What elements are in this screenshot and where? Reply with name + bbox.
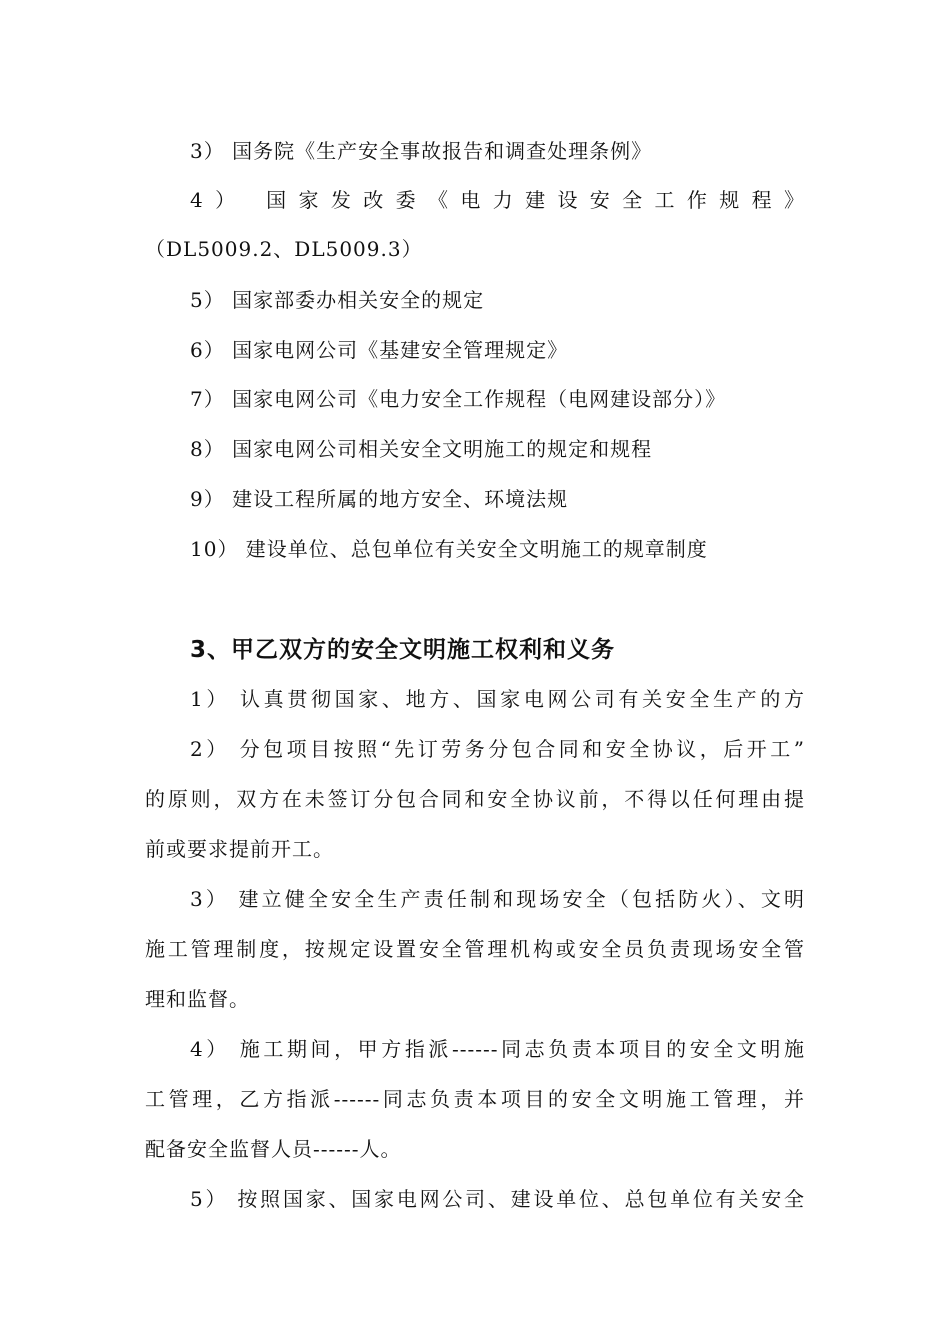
paragraph-3-line-3: 理和监督。 <box>145 987 250 1011</box>
paragraph-2-line-1: 2） 分包项目按照“先订劳务分包合同和安全协议，后开工” <box>190 737 805 761</box>
list-item-10: 10） 建设单位、总包单位有关安全文明施工的规章制度 <box>190 537 708 561</box>
list-item-4-continuation: （DL5009.2、DL5009.3） <box>145 237 423 261</box>
paragraph-3-line-2: 施工管理制度，按规定设置安全管理机构或安全员负责现场安全管 <box>145 937 805 961</box>
list-item-4: 4） 国家发改委《电力建设安全工作规程》 <box>190 188 805 212</box>
paragraph-3-line-1: 3） 建立健全安全生产责任制和现场安全（包括防火）、文明 <box>190 887 805 911</box>
list-item-3: 3） 国务院《生产安全事故报告和调查处理条例》 <box>190 139 653 163</box>
paragraph-1-line-1: 1） 认真贯彻国家、地方、国家电网公司有关安全生产的方 <box>190 687 805 711</box>
list-item-9: 9） 建设工程所属的地方安全、环境法规 <box>190 487 569 511</box>
paragraph-4-line-1: 4） 施工期间，甲方指派------同志负责本项目的安全文明施 <box>190 1037 805 1061</box>
list-item-6: 6） 国家电网公司《基建安全管理规定》 <box>190 338 569 362</box>
list-item-8: 8） 国家电网公司相关安全文明施工的规定和规程 <box>190 437 653 461</box>
section-heading: 3、甲乙双方的安全文明施工权利和义务 <box>190 637 616 663</box>
paragraph-5-line-1: 5） 按照国家、国家电网公司、建设单位、总包单位有关安全 <box>190 1187 805 1211</box>
list-item-7: 7） 国家电网公司《电力安全工作规程（电网建设部分）》 <box>190 387 727 411</box>
paragraph-2-line-2: 的原则，双方在未签订分包合同和安全协议前，不得以任何理由提 <box>145 787 805 811</box>
paragraph-2-line-3: 前或要求提前开工。 <box>145 837 334 861</box>
paragraph-4-line-3: 配备安全监督人员------人。 <box>145 1137 402 1161</box>
paragraph-4-line-2: 工管理，乙方指派------同志负责本项目的安全文明施工管理，并 <box>145 1087 805 1111</box>
list-item-5: 5） 国家部委办相关安全的规定 <box>190 288 485 312</box>
